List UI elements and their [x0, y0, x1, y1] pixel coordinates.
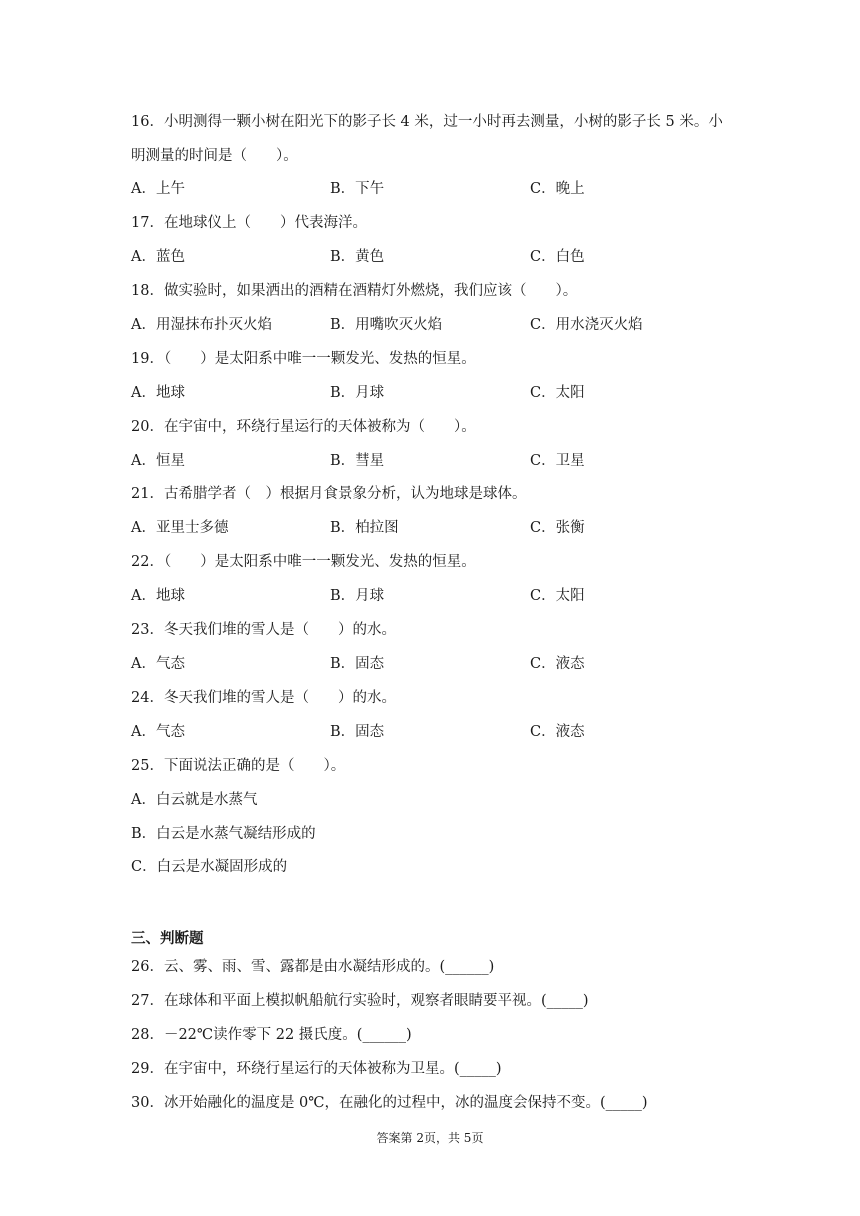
question-22-option-c: C．太阳 — [530, 588, 585, 604]
question-17-option-a: A．蓝色 — [131, 249, 185, 265]
question-18-stem: 18．做实验时，如果洒出的酒精在酒精灯外燃烧，我们应该（ ）。 — [131, 283, 578, 299]
question-17-option-b: B．黄色 — [330, 249, 385, 265]
question-23-option-a: A．气态 — [131, 656, 185, 672]
question-24-stem: 24．冬天我们堆的雪人是（ ）的水。 — [131, 690, 396, 706]
question-17-option-c: C．白色 — [530, 249, 585, 265]
question-19-option-b: B．月球 — [330, 385, 385, 401]
question-29: 29．在宇宙中，环绕行星运行的天体被称为卫星。(_____) — [131, 1061, 502, 1077]
question-16-stem-line2: 明测量的时间是（ ）。 — [131, 148, 298, 164]
question-21-option-c: C．张衡 — [530, 520, 585, 536]
question-21-option-a: A．亚里士多德 — [131, 520, 229, 536]
question-22-option-a: A．地球 — [131, 588, 185, 604]
question-23-stem: 23．冬天我们堆的雪人是（ ）的水。 — [131, 622, 396, 638]
question-23-option-b: B．固态 — [330, 656, 385, 672]
question-18-option-b: B．用嘴吹灭火焰 — [330, 317, 443, 333]
question-25-option-c: C．白云是水凝固形成的 — [131, 859, 288, 875]
question-20-option-b: B．彗星 — [330, 453, 385, 469]
question-22-option-b: B．月球 — [330, 588, 385, 604]
question-19-stem: 19．（ ）是太阳系中唯一一颗发光、发热的恒星。 — [131, 351, 476, 367]
question-18-option-c: C．用水浇灭火焰 — [530, 317, 643, 333]
question-16-option-b: B．下午 — [330, 181, 385, 197]
question-19-option-c: C．太阳 — [530, 385, 585, 401]
question-24-option-b: B．固态 — [330, 724, 385, 740]
question-23-option-c: C．液态 — [530, 656, 585, 672]
question-25-stem: 25．下面说法正确的是（ ）。 — [131, 758, 346, 774]
question-16-option-c: C．晚上 — [530, 181, 585, 197]
question-19-option-a: A．地球 — [131, 385, 185, 401]
question-22-stem: 22．（ ）是太阳系中唯一一颗发光、发热的恒星。 — [131, 554, 476, 570]
question-30: 30．冰开始融化的温度是 0℃，在融化的过程中，冰的温度会保持不变。(_____) — [131, 1095, 648, 1111]
section-title-true-false: 三、判断题 — [131, 930, 204, 947]
question-21-option-b: B．柏拉图 — [330, 520, 399, 536]
question-25-option-a: A．白云就是水蒸气 — [131, 792, 258, 808]
question-16-option-a: A．上午 — [131, 181, 185, 197]
question-24-option-c: C．液态 — [530, 724, 585, 740]
question-16-stem-line1: 16．小明测得一颗小树在阳光下的影子长 4 米，过一小时再去测量，小树的影子长 5 米。小 — [131, 114, 723, 130]
page-footer: 答案第 2页，共 5页 — [376, 1131, 484, 1145]
question-26: 26．云、雾、雨、雪、露都是由水凝结形成的。(______) — [131, 959, 495, 975]
question-20-option-a: A．恒星 — [131, 453, 185, 469]
question-20-stem: 20．在宇宙中，环绕行星运行的天体被称为（ ）。 — [131, 419, 476, 435]
question-17-stem: 17．在地球仪上（ ）代表海洋。 — [131, 215, 367, 231]
question-27: 27．在球体和平面上模拟帆船航行实验时，观察者眼睛要平视。(_____) — [131, 993, 589, 1009]
question-21-stem: 21．古希腊学者（ ）根据月食景象分析，认为地球是球体。 — [131, 486, 527, 502]
question-28: 28．－22℃读作零下 22 摄氏度。(______) — [131, 1027, 412, 1043]
question-18-option-a: A．用湿抹布扑灭火焰 — [131, 317, 272, 333]
question-24-option-a: A．气态 — [131, 724, 185, 740]
question-20-option-c: C．卫星 — [530, 453, 585, 469]
question-25-option-b: B．白云是水蒸气凝结形成的 — [131, 826, 316, 842]
